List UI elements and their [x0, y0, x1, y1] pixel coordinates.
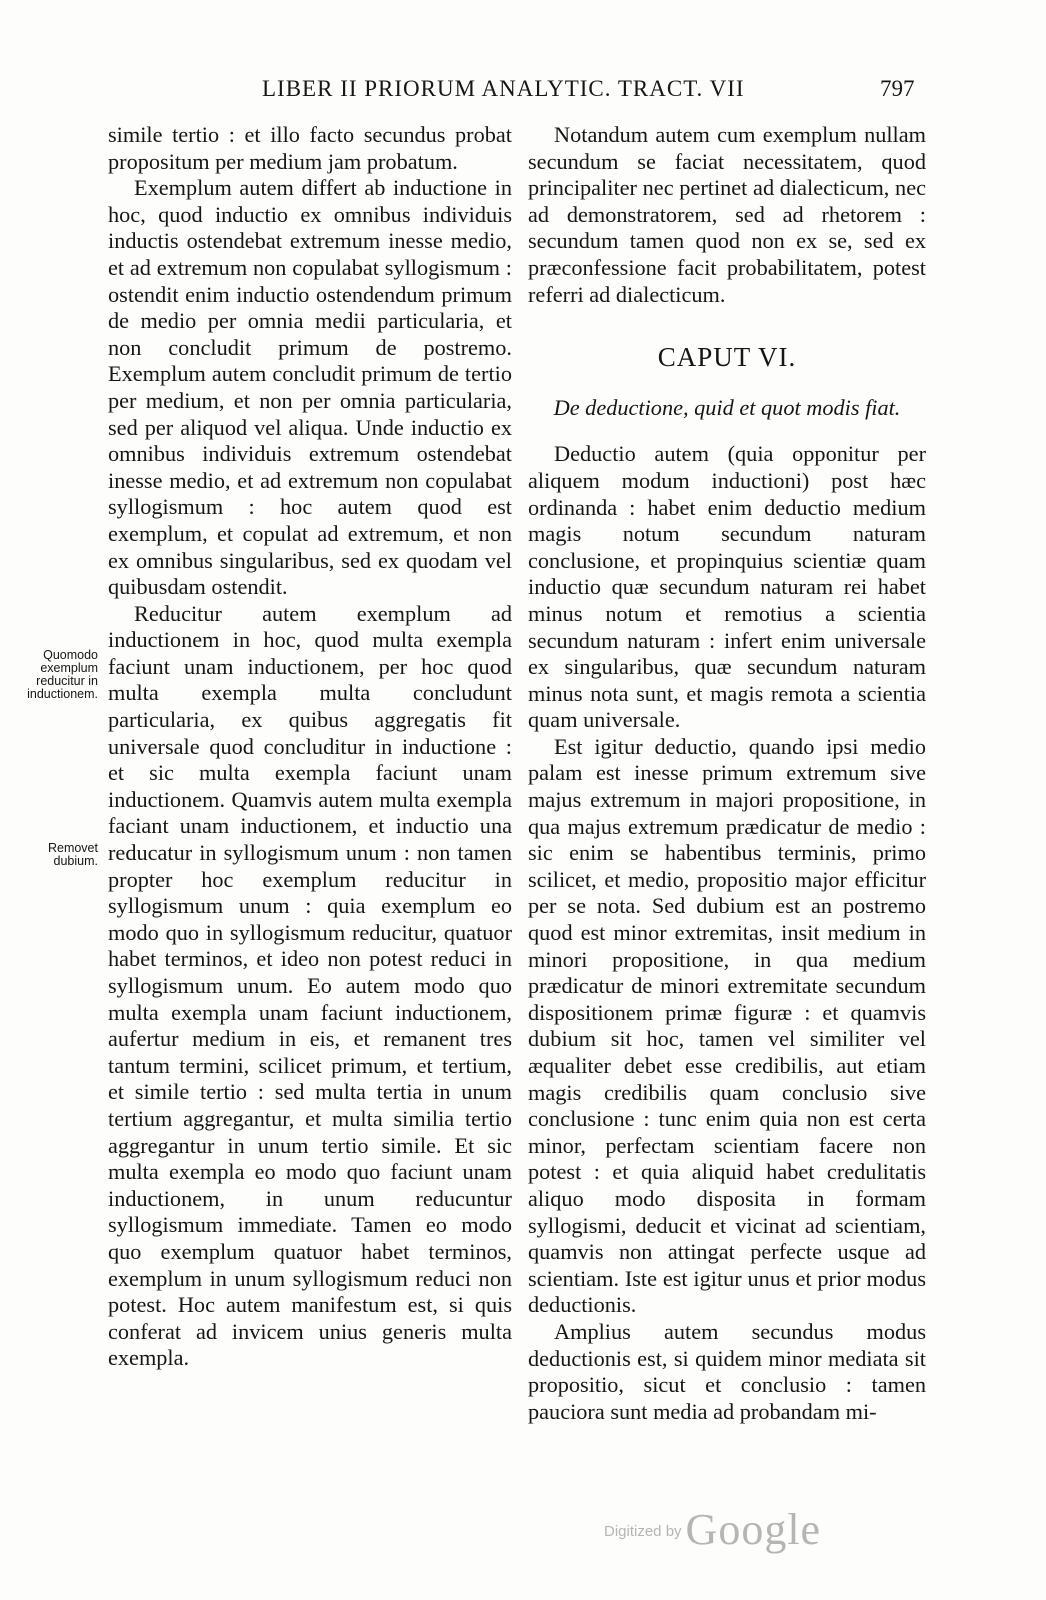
paragraph: Exemplum autem differt ab inductione in hoc, quod inductio ex omnibus individuis inductis ostendebat extremum inesse medio, et ad extremum non copulabat syllogismum : ostendit enim inductio ostendendum primum de medio per omnia medii particularia, et non concludit primum de postremo. Exemplum autem concludit primum de tertio per medium, et non per omnia particularia, sed per aliquod vel aliqua. Unde inductio ex omnibus individuis extremum ostendebat inesse medio, et ad extremum non copulabat syllogismum : hoc autem quod est exemplum, et copulat ad extremum, et non ex omnibus singularibus, sed ex quodam vel quibusdam ostendit. [108, 175, 512, 600]
paragraph: simile tertio : et illo facto secundus probat propositum per medium jam probatum. [108, 122, 512, 174]
chapter-subtitle: De deductione, quid et quot modis fiat. [553, 394, 901, 420]
left-column [108, 122, 512, 1372]
page-header [0, 76, 1046, 106]
page-number: 797 [880, 76, 915, 101]
paragraph: Amplius autem secundus modus deductionis est, si quidem minor mediata sit propositio, sicut et conclusio : tamen pauciora sunt media ad probandam mi- [528, 1318, 926, 1424]
right-column [528, 122, 926, 1425]
paragraph: Reducitur autem exemplum ad inductionem in hoc, quod multa exempla faciunt unam inductionem, per hoc quod multa exempla multa concludunt particularia, ex quibus aggregatis fit universale quod concluditur in inductione : et sic multa exempla faciunt unam inductionem. Quamvis autem multa exempla faciant unam inductionem, et inductio una reducatur in syllogismum unum : non tamen propter hoc exemplum reducitur in syllogismum unum : quia exemplum eo modo quo in syllogismum reducitur, quatuor habet terminos, et ideo non potest reduci in syllogismum unum. Eo autem modo quo multa exempla unam faciunt inductionem, aufertur medium in eis, et remanent tres tantum termini, scilicet primum, et tertium, et simile tertio : sed multa tertia in unum tertium aggregantur, et multa similia tertio aggregantur in unum tertio simile. Et sic multa exempla eo modo quo faciunt unam inductionem, in unum reducuntur syllogismum immediate. Tamen eo modo quo exemplum quatuor habet terminos, exemplum in unum syllogismum reduci non potest. Hoc autem manifestum est, si quis conferat ad invicem unius generis multa exempla. [108, 600, 512, 1371]
running-title: LIBER II PRIORUM ANALYTIC. TRACT. VII [262, 76, 745, 101]
paragraph: Deductio autem (quia opponitur per aliquem modum inductioni) post hæc ordinanda : habet enim deductio medium magis notum secundum naturam conclusione, et propinquius scientiæ quam inductio quæ secundum naturam rei habet minus notum et remotius a scientia secundum naturam : infert enim universale ex singularibus, quæ secundum naturam minus nota sunt, et magis remota a scientia quam universale. [528, 441, 926, 733]
paragraph: Notandum autem cum exemplum nullam secundum se faciat necessitatem, quod principaliter nec pertinet ad dialecticum, nec ad demonstratorem, sed ad rhetorem : secundum tamen quod non ex se, sed ex præconfessione facit probabilitatem, potest referri ad dialecticum. [528, 122, 926, 307]
margin-note-dubium: Removet dubium. [47, 841, 98, 868]
chapter-heading: CAPUT VI. [657, 342, 797, 373]
paragraph: Est igitur deductio, quando ipsi medio palam est inesse primum extremum sive majus extremum in majori propositione, in qua majus extremum prædicatur de medio : sic enim se habentibus terminis, primo scilicet, et medio, propositio major efficitur per se nota. Sed dubium est an postremo quod est minor extremitas, insit medium in minori propositione, in qua medium prædicatur de minori extremitate secundum dispositionem primæ figuræ : et quamvis dubium sit hoc, tamen vel similiter vel æqualiter debet esse credibilis, aut etiam magis credibilis quam conclusio sive conclusione : tunc enim quia non est certa minor, perfectam scientiam facere non potest : et quia aliquid habet credulitatis aliquo modo disposita in formam syllogismi, deducit et vicinat ad scientiam, quamvis non attingat perfecte usque ad scientiam. Iste est igitur unus et prior modus deductionis. [528, 733, 926, 1318]
watermark-brand: Google [685, 1505, 822, 1554]
watermark-prefix: Digitized by [604, 1523, 682, 1540]
google-watermark [604, 1504, 821, 1555]
margin-note-exemplum: Quomodo exemplum reducitur in inductionem. [27, 648, 98, 701]
